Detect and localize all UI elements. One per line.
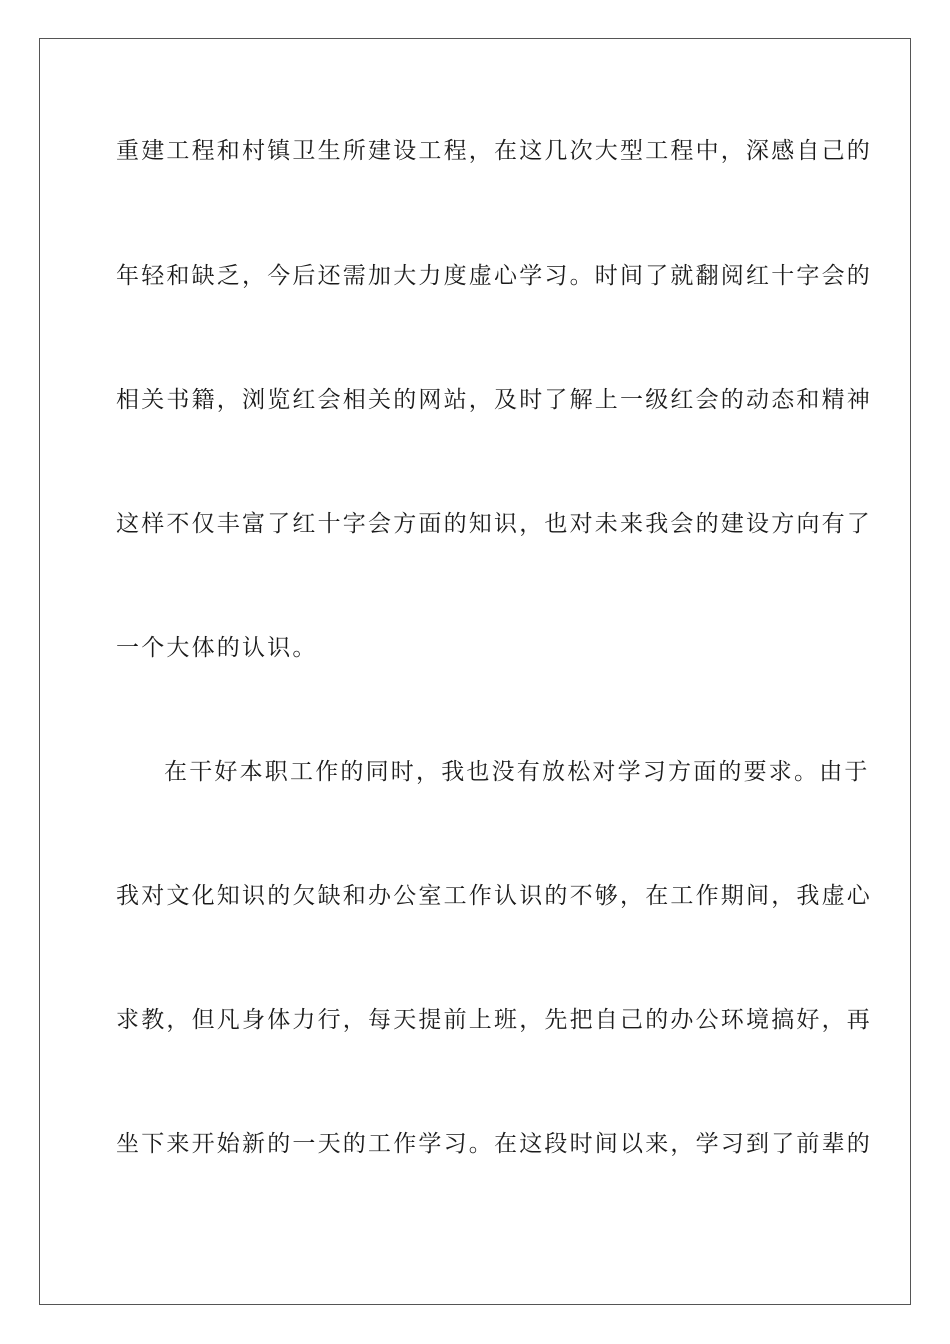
text-line: 求教，但凡身体力行，每天提前上班，先把自己的办公环境搞好，再 bbox=[116, 1007, 872, 1033]
text-line: 坐下来开始新的一天的工作学习。在这段时间以来，学习到了前辈的 bbox=[116, 1131, 872, 1157]
text-line: 重建工程和村镇卫生所建设工程，在这几次大型工程中，深感自己的 bbox=[116, 138, 872, 164]
text-line: 年轻和缺乏，今后还需加大力度虚心学习。时间了就翻阅红十字会的 bbox=[116, 263, 872, 289]
page-border bbox=[39, 38, 911, 1305]
text-line: 一个大体的认识。 bbox=[116, 635, 318, 661]
text-line: 相关书籍，浏览红会相关的网站，及时了解上一级红会的动态和精神 bbox=[116, 387, 872, 413]
text-line: 这样不仅丰富了红十字会方面的知识，也对未来我会的建设方向有了 bbox=[116, 511, 872, 537]
text-line: 我对文化知识的欠缺和办公室工作认识的不够，在工作期间，我虚心 bbox=[116, 883, 872, 909]
paragraph-start-line: 在干好本职工作的同时，我也没有放松对学习方面的要求。由于 bbox=[164, 759, 870, 785]
